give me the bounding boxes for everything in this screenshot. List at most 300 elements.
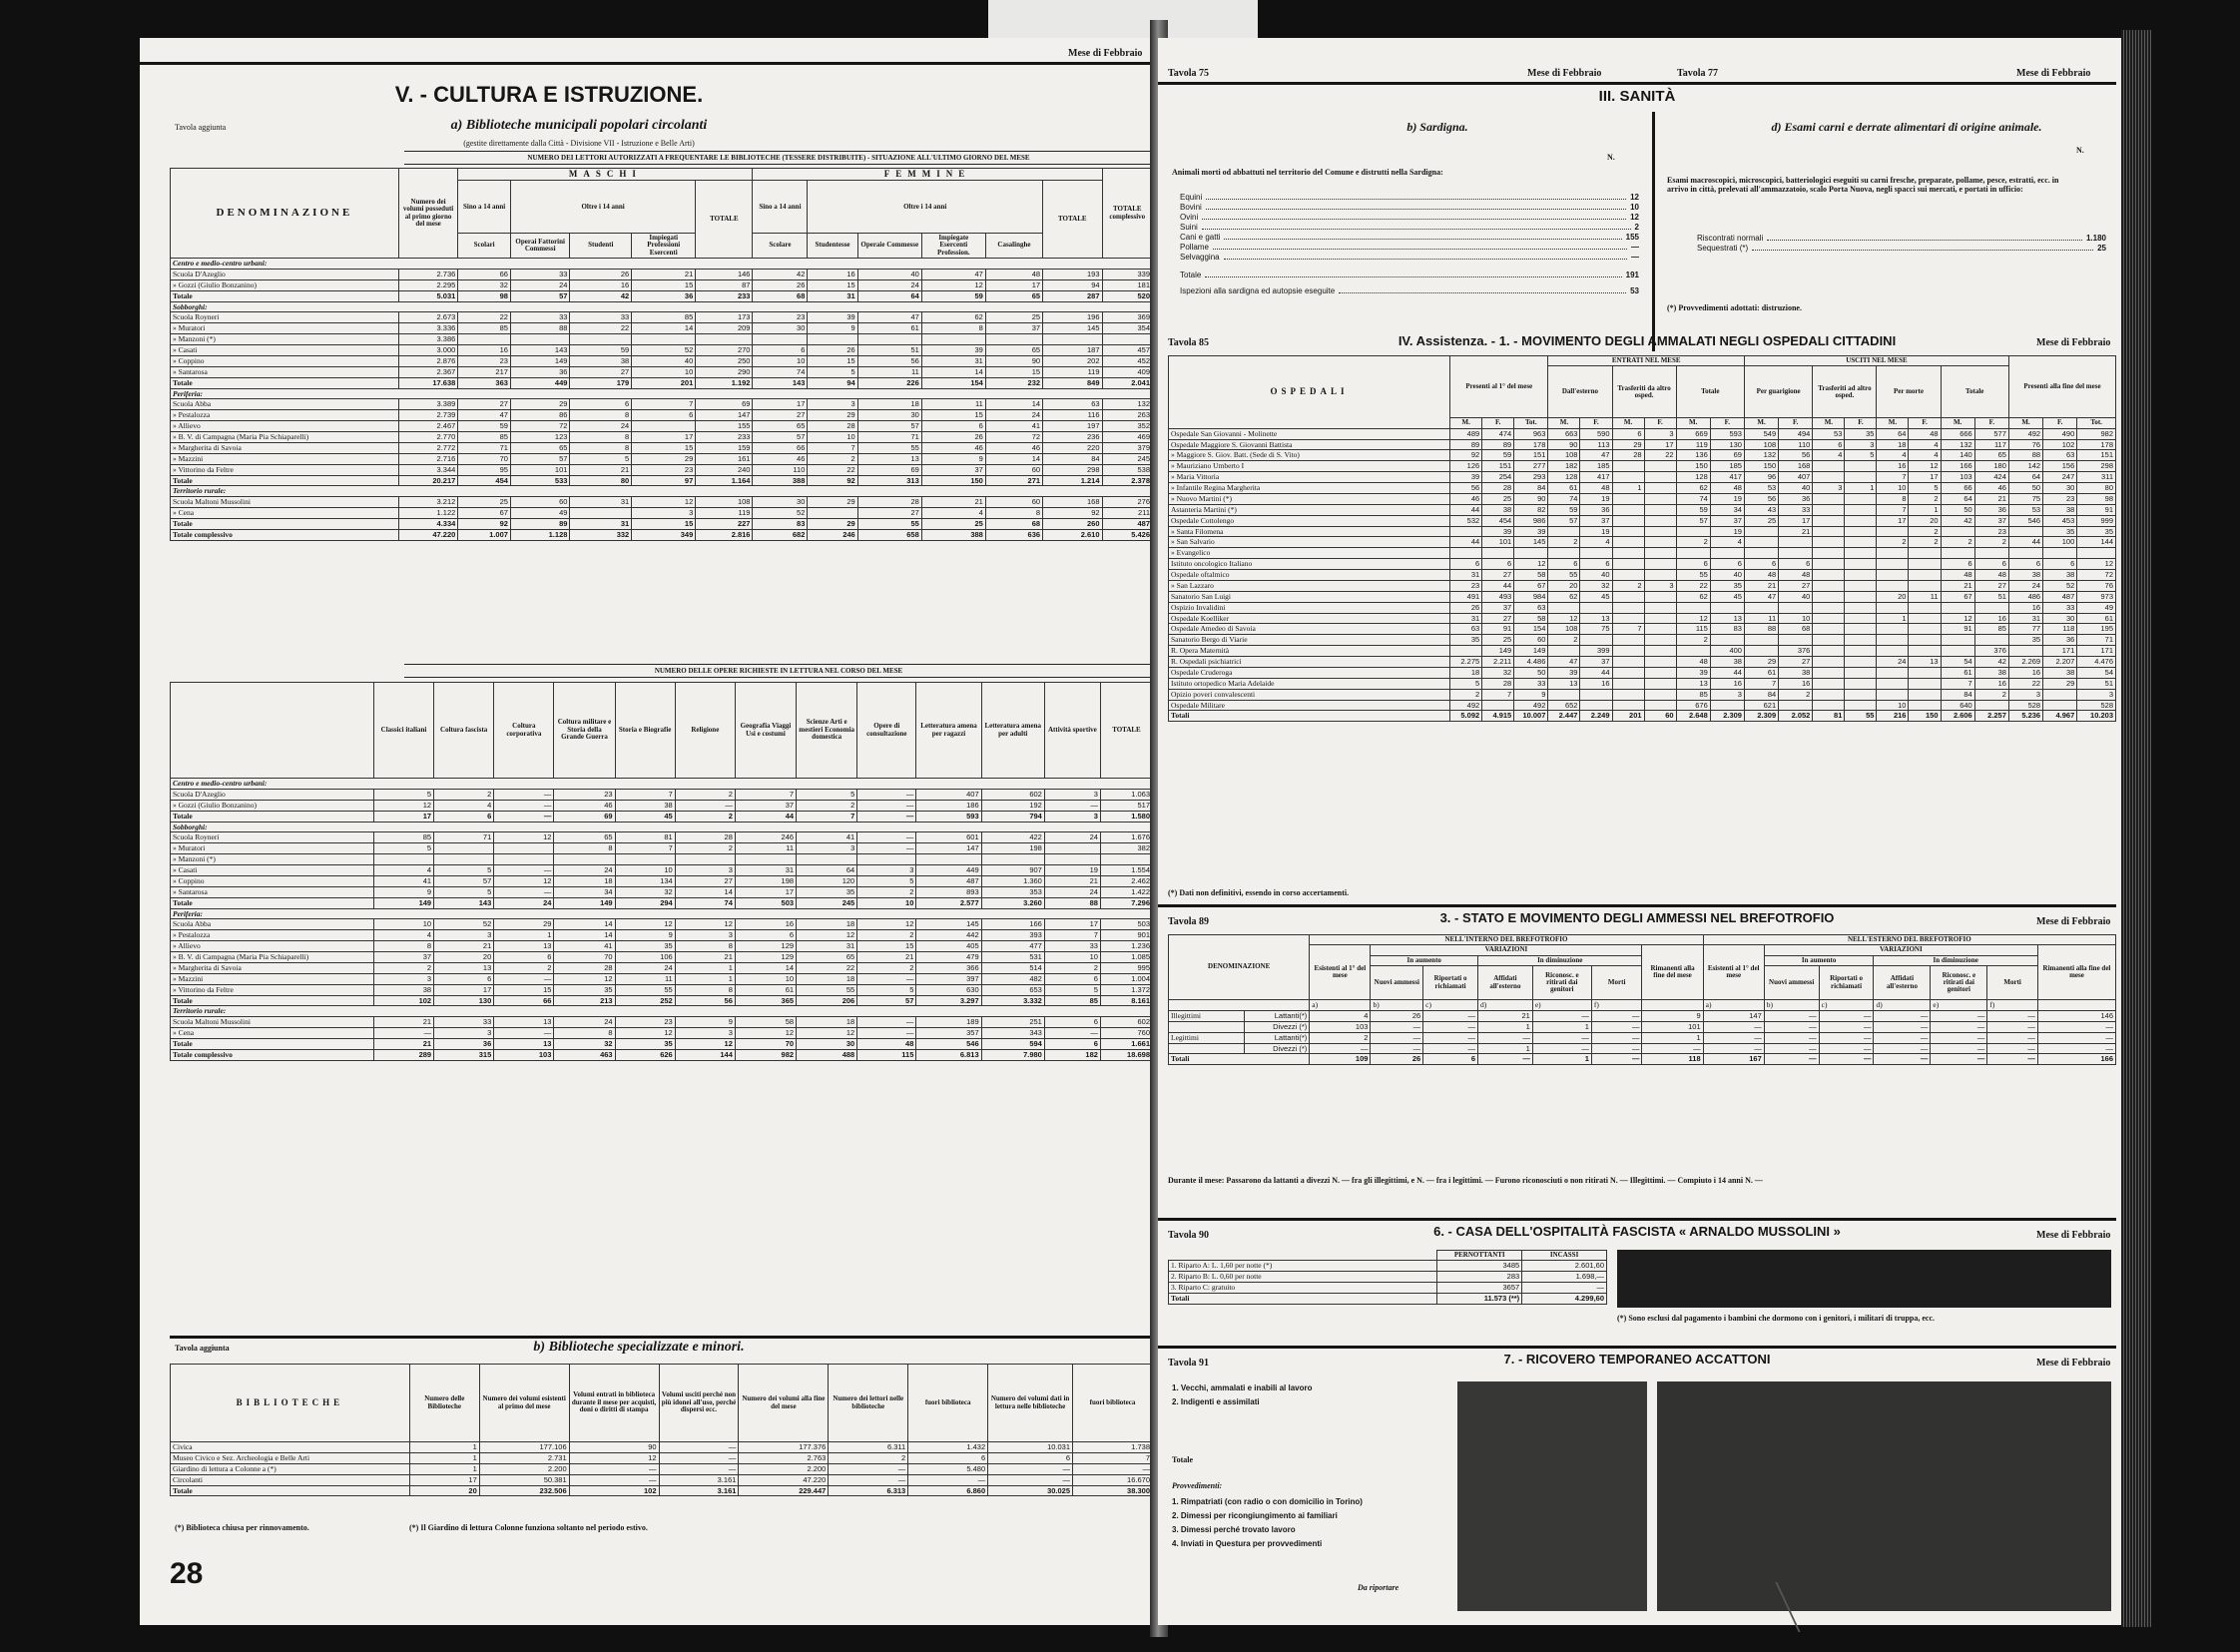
cell-value: 21: [632, 269, 696, 279]
cell-value: 7: [797, 811, 857, 822]
cell-value: 17: [1644, 439, 1676, 450]
cell-value: [1102, 334, 1152, 345]
cell-value: 3485: [1437, 1261, 1522, 1272]
cell-value: 55: [615, 984, 675, 995]
row-label: Scuola D'Azeglio: [171, 269, 399, 279]
cell-value: 57: [857, 995, 916, 1006]
cell-value: —: [2037, 1043, 2115, 1054]
cell-value: 2.739: [398, 410, 457, 421]
cell-value: 2: [1909, 537, 1941, 548]
cell-value: [2008, 646, 2042, 657]
cell-value: 16: [458, 345, 511, 356]
subtitle-a-note: (gestite direttamente dalla Città - Divisione VII - Istruzione e Belle Arti): [463, 139, 695, 148]
cell-value: 4: [921, 508, 985, 519]
cell-value: 92: [1043, 508, 1102, 519]
cell-value: 5.236: [2008, 711, 2042, 722]
cell-value: 30: [797, 1039, 857, 1050]
cell-value: 22: [570, 323, 632, 334]
row-label: Ospedale San Giovanni - Molinette: [1169, 428, 1450, 439]
cell-value: 26: [753, 279, 808, 290]
cell-value: 4.486: [1514, 657, 1548, 668]
cell-value: —: [1819, 1021, 1874, 1032]
cell-value: 21: [373, 1039, 433, 1050]
cell-value: 250: [696, 355, 753, 366]
cell-value: 760: [1100, 1028, 1152, 1039]
cell-value: 69: [554, 811, 615, 822]
cell-value: 602: [1100, 1017, 1152, 1028]
col-sex: F.: [2043, 418, 2077, 428]
cell-value: 260: [1043, 519, 1102, 530]
cell-value: [1644, 461, 1676, 472]
list-item: [1180, 203, 1639, 213]
cell-value: 353: [981, 886, 1044, 897]
cell-value: 28: [554, 962, 615, 973]
cell-value: 217: [458, 366, 511, 377]
table-row: [171, 1452, 1153, 1463]
row-label: Museo Civico e Sez. Archeologia e Belle Arti: [171, 1452, 410, 1463]
cell-value: 103: [494, 1049, 554, 1060]
cell-value: 449: [916, 865, 981, 876]
cell-value: 21: [1941, 580, 1974, 591]
cell-value: 233: [696, 290, 753, 301]
cell-value: —: [1874, 1010, 1931, 1021]
cell-value: —: [1987, 1010, 2038, 1021]
cell-value: 116: [1043, 410, 1102, 421]
cell-value: 663: [1548, 428, 1580, 439]
list-item: [1180, 253, 1639, 263]
cell-value: 13: [1710, 613, 1744, 624]
ricovero-title: 7. - RICOVERO TEMPORANEO ACCATTONI: [1503, 1352, 1771, 1367]
cell-value: 22: [808, 464, 857, 475]
cell-value: 4: [434, 800, 494, 811]
cell-value: 40: [1779, 591, 1813, 602]
cell-value: 53: [1744, 483, 1778, 494]
cell-value: [434, 843, 494, 854]
cell-value: —: [1591, 1032, 1642, 1043]
table-row: [171, 279, 1153, 290]
cell-value: 64: [1877, 428, 1909, 439]
cell-value: 47.220: [739, 1474, 829, 1485]
cell-value: 61: [1941, 667, 1974, 678]
cell-value: 57: [510, 453, 569, 464]
cell-value: [1845, 559, 1877, 570]
cell-value: —: [829, 1474, 908, 1485]
item-value: 1.180: [2085, 234, 2106, 243]
cell-value: 24: [554, 865, 615, 876]
cell-value: 150: [1909, 711, 1941, 722]
book-fore-edge: [2121, 30, 2151, 1627]
cell-value: 11: [857, 366, 921, 377]
cell-value: 8: [921, 323, 985, 334]
cell-value: 81: [1813, 711, 1845, 722]
cell-value: 55: [1845, 711, 1877, 722]
cell-value: 68: [1779, 624, 1813, 635]
cell-value: —: [1371, 1032, 1423, 1043]
row-label: » Manzoni (*): [171, 854, 374, 865]
brefo-row: [1169, 1010, 2116, 1021]
cell-value: 422: [981, 832, 1044, 843]
cell-value: 298: [1043, 464, 1102, 475]
col-interno: NELL'INTERNO DEL BREFOTROFIO: [1310, 935, 1703, 945]
cell-value: 2.772: [398, 442, 457, 453]
hospital-row: [1169, 591, 2116, 602]
cell-value: 117: [1974, 439, 2008, 450]
cell-value: 16: [1710, 678, 1744, 689]
cell-value: 110: [1779, 439, 1813, 450]
hospital-row: [1169, 700, 2116, 711]
cell-value: 6.860: [908, 1485, 988, 1496]
cell-value: [1612, 689, 1644, 700]
cell-value: 4: [373, 930, 433, 941]
cell-value: 33: [510, 269, 569, 279]
cell-value: 289: [373, 1049, 433, 1060]
esami-n: N.: [2076, 146, 2084, 155]
cell-value: 47: [1580, 450, 1612, 461]
cell-value: 57: [434, 875, 494, 886]
cell-value: 3: [2077, 689, 2116, 700]
row-label: Astanteria Martini (*): [1169, 504, 1450, 515]
letter-label: f): [1987, 1000, 2038, 1011]
col-totale-entrati: Totale: [1676, 366, 1744, 418]
cell-value: 477: [981, 941, 1044, 952]
cell-value: 487: [2043, 591, 2077, 602]
cell-value: —: [494, 789, 554, 800]
cell-value: 196: [1043, 312, 1102, 323]
cell-value: 3.000: [398, 345, 457, 356]
col-sex: M.: [1548, 418, 1580, 428]
cell-value: —: [1477, 1054, 1532, 1065]
cell-value: 216: [1877, 711, 1909, 722]
cell-value: 10.203: [2077, 711, 2116, 722]
cell-value: 91: [2077, 504, 2116, 515]
cell-value: 149: [1482, 646, 1514, 657]
cell-value: 388: [921, 529, 985, 540]
cell-value: 5: [1044, 984, 1100, 995]
cell-value: 520: [1102, 290, 1152, 301]
cell-value: 61: [2077, 613, 2116, 624]
cell-value: 11.573 (**): [1437, 1293, 1522, 1304]
cell-value: 75: [2008, 493, 2042, 504]
item-value: 12: [1630, 213, 1639, 222]
row-label: R. Opera Maternità: [1169, 646, 1450, 657]
cell-value: 393: [981, 930, 1044, 941]
col-sex: F.: [1482, 418, 1514, 428]
cell-value: 44: [1450, 504, 1482, 515]
cell-value: 454: [1482, 515, 1514, 526]
cell-value: 180: [1974, 461, 2008, 472]
cell-value: [1450, 646, 1482, 657]
item-label: Riscontrati normali: [1697, 234, 1764, 243]
cell-value: 62: [1548, 591, 1580, 602]
table-row: [171, 973, 1153, 984]
row-label: Scuola Abba: [171, 919, 374, 930]
ricovero-totale: Totale: [1172, 1455, 1194, 1464]
cell-value: 42: [1941, 515, 1974, 526]
cell-value: 276: [1102, 497, 1152, 508]
col-oltre-f: Oltre i 14 anni: [808, 181, 1043, 234]
cell-value: 488: [797, 1049, 857, 1060]
table-row: [171, 432, 1153, 443]
list-item: 2. Dimessi per ricongiungimento ai familiari: [1172, 1511, 1338, 1520]
leader-dots: [1213, 243, 1627, 250]
cell-value: 31: [570, 519, 632, 530]
cell-value: 4.967: [2043, 711, 2077, 722]
cell-value: 16: [735, 919, 796, 930]
row-label: Ospizio Invalidini: [1169, 602, 1450, 613]
cell-value: 151: [1514, 450, 1548, 461]
total-row: [171, 1485, 1153, 1496]
cell-value: 52: [753, 508, 808, 519]
cell-value: [1744, 646, 1778, 657]
cell-value: 21: [921, 497, 985, 508]
cell-value: 6: [1612, 428, 1644, 439]
specialized-table-head: [171, 1365, 1153, 1442]
cell-value: 354: [1102, 323, 1152, 334]
cell-value: —: [1931, 1043, 1987, 1054]
cell-value: —: [1874, 1054, 1931, 1065]
cell-value: 37: [1580, 515, 1612, 526]
cell-value: —: [857, 811, 916, 822]
cell-value: 6: [632, 410, 696, 421]
cell-value: 64: [857, 290, 921, 301]
row-label: » Casati: [171, 865, 374, 876]
group-header: [171, 1006, 1153, 1017]
cell-value: 2: [434, 789, 494, 800]
cell-value: 2.601,60: [1522, 1261, 1607, 1272]
cell-value: 28: [1482, 483, 1514, 494]
cell-value: 21: [1477, 1010, 1532, 1021]
cell-value: 2: [857, 962, 916, 973]
cell-value: 8: [985, 508, 1042, 519]
cell-value: 14: [675, 886, 735, 897]
cell-value: —: [1522, 1283, 1607, 1294]
cell-value: [1877, 602, 1909, 613]
cell-value: [1941, 602, 1974, 613]
mese-85: Mese di Febbraio: [2036, 337, 2111, 348]
col-ricon-int: Riconosc. e ritirati dai genitori: [1532, 966, 1591, 1000]
cell-value: 22: [797, 962, 857, 973]
cell-value: [1644, 700, 1676, 711]
sardegna-title: b) Sardigna.: [1406, 120, 1468, 134]
cell-value: 109: [1310, 1054, 1371, 1065]
cell-value: [1676, 526, 1710, 537]
row-label: » San Lazzaro: [1169, 580, 1450, 591]
cell-value: 2.378: [1102, 475, 1152, 486]
cell-value: 270: [696, 345, 753, 356]
cell-value: —: [1764, 1010, 1819, 1021]
cell-value: 3.161: [659, 1474, 739, 1485]
cell-value: 17: [434, 984, 494, 995]
cell-value: —: [1987, 1043, 2038, 1054]
cell-value: 89: [1482, 439, 1514, 450]
cell-value: 486: [2008, 591, 2042, 602]
cell-value: 2: [373, 962, 433, 973]
cell-value: 119: [1676, 439, 1710, 450]
cell-value: 31: [921, 355, 985, 366]
cell-value: 3: [1044, 789, 1100, 800]
cell-value: 363: [458, 377, 511, 388]
table-row: [171, 1017, 1153, 1028]
total-row: [1169, 1293, 1607, 1304]
cell-value: 9: [1514, 689, 1548, 700]
cell-value: 35: [1450, 635, 1482, 646]
cell-value: [1909, 624, 1941, 635]
cell-value: 1.164: [696, 475, 753, 486]
cell-value: 8.161: [1100, 995, 1152, 1006]
col-diminuzione-int: In diminuzione: [1477, 955, 1641, 965]
cell-value: 85: [458, 323, 511, 334]
cell-value: 365: [735, 995, 796, 1006]
cell-value: —: [829, 1463, 908, 1474]
cell-value: 1: [1642, 1032, 1703, 1043]
cell-value: 2: [1909, 526, 1941, 537]
item-value: —: [1631, 253, 1639, 262]
cell-value: 452: [1102, 355, 1152, 366]
col-nuovi-ext: Nuovi ammessi: [1764, 966, 1819, 1000]
sardegna-n: N.: [1607, 153, 1615, 162]
cell-value: 20: [434, 952, 494, 963]
cell-value: 27: [1482, 570, 1514, 581]
cell-value: [1813, 570, 1845, 581]
cell-value: 211: [1102, 508, 1152, 519]
table-row: [171, 269, 1153, 279]
cell-value: 66: [753, 442, 808, 453]
row-label: 2. Riparto B: L. 0,60 per notte: [1169, 1272, 1437, 1283]
cell-value: —: [373, 1028, 433, 1039]
cell-value: 24: [1044, 886, 1100, 897]
cell-value: 37: [921, 464, 985, 475]
cell-value: 213: [554, 995, 615, 1006]
cell-value: 4: [1813, 450, 1845, 461]
list-item: [1180, 193, 1639, 203]
item-label: Suini: [1180, 223, 1198, 232]
cell-value: 6: [434, 973, 494, 984]
cell-value: 12: [1548, 613, 1580, 624]
row-label: » Pestalozza: [171, 930, 374, 941]
cell-value: 86: [510, 410, 569, 421]
cell-value: 22: [458, 312, 511, 323]
cell-value: 149: [373, 897, 433, 908]
cell-value: [1909, 678, 1941, 689]
cell-value: [1580, 602, 1612, 613]
cell-value: 1.085: [1100, 952, 1152, 963]
cell-value: 236: [1043, 432, 1102, 443]
cell-value: 3: [675, 865, 735, 876]
cell-value: 14: [921, 366, 985, 377]
cell-value: 48: [1941, 570, 1974, 581]
col-casa-blank: [1169, 1251, 1437, 1261]
hospital-note: (*) Dati non definitivi, essendo in corso accertamenti.: [1168, 888, 1350, 897]
row-label: » Muratori: [171, 323, 399, 334]
cell-value: —: [1591, 1043, 1642, 1054]
cell-value: [458, 334, 511, 345]
cell-value: 1: [409, 1442, 479, 1453]
col-variazioni-ext: VARIAZIONI: [1764, 945, 2037, 955]
cell-value: [1644, 515, 1676, 526]
cell-value: 56: [857, 355, 921, 366]
cell-value: 25: [1482, 493, 1514, 504]
cell-value: 41: [373, 875, 433, 886]
row-label: Scuola Royneri: [171, 312, 399, 323]
cell-value: 1: [1909, 504, 1941, 515]
cell-value: 397: [916, 973, 981, 984]
row-label: Legittimi: [1169, 1032, 1245, 1043]
total-row: [1169, 1054, 2116, 1065]
cell-value: 31: [2008, 613, 2042, 624]
cell-value: 492: [1450, 700, 1482, 711]
cell-value: 18: [1877, 439, 1909, 450]
cell-value: 32: [458, 279, 511, 290]
cell-value: 36: [1580, 504, 1612, 515]
cell-value: 25: [1482, 635, 1514, 646]
cell-value: 3.332: [981, 995, 1044, 1006]
cell-value: —: [857, 800, 916, 811]
cell-value: 28: [1612, 450, 1644, 461]
cell-value: [632, 421, 696, 432]
table-row: [171, 854, 1153, 865]
cell-value: 1: [1845, 483, 1877, 494]
cell-value: 453: [2043, 515, 2077, 526]
cell-value: 145: [1514, 537, 1548, 548]
cell-value: 24: [570, 421, 632, 432]
cell-value: 5: [570, 453, 632, 464]
cell-value: —: [1764, 1054, 1819, 1065]
grand-total-row: [171, 529, 1153, 540]
col-affidati-int: Affidati all'esterno: [1477, 966, 1532, 1000]
row-label: » Evangelico: [1169, 548, 1450, 559]
cell-value: 32: [615, 886, 675, 897]
cell-value: 2.816: [696, 529, 753, 540]
cell-value: 88: [1044, 897, 1100, 908]
cell-value: [1845, 646, 1877, 657]
cell-value: 56: [675, 995, 735, 1006]
list-item: 2. Indigenti e assimilati: [1172, 1397, 1260, 1406]
cell-value: 100: [2043, 537, 2077, 548]
col-presenti-fine: Presenti alla fine del mese: [2008, 356, 2115, 418]
cell-value: 55: [857, 519, 921, 530]
row-label: » Mazzini: [171, 973, 374, 984]
cell-value: 1.676: [1100, 832, 1152, 843]
cell-value: 144: [2077, 537, 2116, 548]
cell-value: 2.367: [398, 366, 457, 377]
cell-value: 149: [554, 897, 615, 908]
cell-value: 38: [1710, 657, 1744, 668]
cell-value: 38: [2043, 570, 2077, 581]
cell-value: 27: [857, 508, 921, 519]
cell-value: [1845, 526, 1877, 537]
cell-value: 23: [554, 789, 615, 800]
cell-value: 42: [753, 269, 808, 279]
cell-value: [494, 854, 554, 865]
cell-value: 108: [1548, 624, 1580, 635]
cell-value: 13: [857, 453, 921, 464]
cell-value: 64: [2008, 472, 2042, 483]
cell-value: [1813, 646, 1845, 657]
cell-value: 14: [632, 323, 696, 334]
cell-value: 602: [981, 789, 1044, 800]
mese-75: Mese di Febbraio: [1527, 68, 1602, 79]
cell-value: 6.813: [916, 1049, 981, 1060]
list-item: [1180, 271, 1639, 280]
cell-value: 44: [1450, 537, 1482, 548]
cell-value: 88: [1744, 624, 1778, 635]
cell-value: [753, 334, 808, 345]
cell-value: 15: [632, 519, 696, 530]
cell-value: 56: [1450, 483, 1482, 494]
cell-value: 1: [409, 1452, 479, 1463]
cell-value: 220: [1043, 442, 1102, 453]
cell-value: 24: [985, 410, 1042, 421]
